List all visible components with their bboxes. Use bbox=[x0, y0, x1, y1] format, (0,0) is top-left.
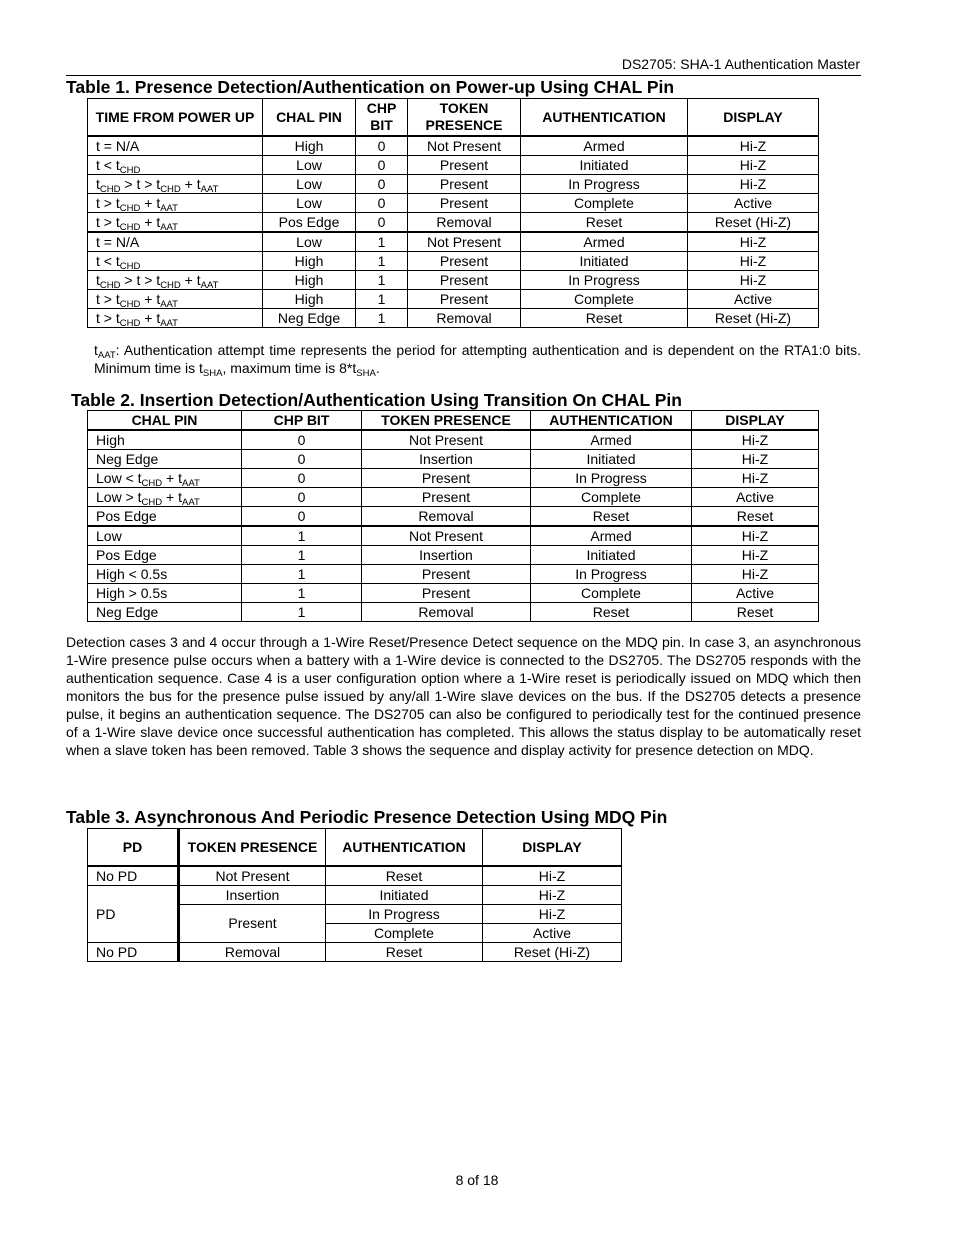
table-row bbox=[88, 866, 622, 886]
table2-header-row bbox=[88, 411, 819, 431]
table-row bbox=[88, 488, 819, 507]
table-row bbox=[88, 156, 819, 175]
table2-cell-token-presence: Not Present bbox=[362, 526, 531, 546]
table3-cell: No PD bbox=[88, 943, 179, 962]
table2-cell-authentication: In Progress bbox=[531, 469, 692, 488]
table-row bbox=[88, 526, 819, 546]
table2-cell-display: Hi-Z bbox=[692, 565, 819, 584]
table2-cell-token-presence: Removal bbox=[362, 507, 531, 527]
table1-cell-authentication: Initiated bbox=[521, 156, 688, 175]
table1-header-token-presence: TOKEN PRESENCE bbox=[408, 99, 521, 137]
table3-cell: Active bbox=[483, 924, 622, 943]
table1-header-authentication: AUTHENTICATION bbox=[521, 99, 688, 137]
table1-cell-authentication: Armed bbox=[521, 232, 688, 252]
table-row bbox=[88, 290, 819, 309]
table1-cell-chp-bit: 0 bbox=[356, 156, 408, 175]
table2-cell-chal-pin: Low < $t_{CHD} + t_{AAT}$ bbox=[88, 469, 242, 488]
table-row bbox=[88, 309, 819, 328]
table1-cell-time: t = N/A bbox=[88, 136, 263, 156]
table1-title: Table 1. Presence Detection/Authentication on Power-up Using CHAL Pin bbox=[66, 77, 675, 97]
table2-cell-chp-bit: 1 bbox=[242, 584, 362, 603]
table1-cell-token-presence: Present bbox=[408, 252, 521, 271]
table3-cell: Hi-Z bbox=[483, 905, 622, 924]
table2-cell-display: Hi-Z bbox=[692, 450, 819, 469]
table1-cell-token-presence: Removal bbox=[408, 309, 521, 328]
table2-body bbox=[88, 430, 819, 622]
table1-cell-chal-pin: Pos Edge bbox=[263, 213, 356, 233]
table2-cell-token-presence: Present bbox=[362, 584, 531, 603]
table1-cell-chp-bit: 1 bbox=[356, 252, 408, 271]
document-header-title: DS2705: SHA-1 Authentication Master bbox=[621, 56, 860, 72]
table1-cell-time: $t_{CHD} > t > t_{CHD} + t_{AAT}$ bbox=[88, 175, 263, 194]
table-row bbox=[88, 232, 819, 252]
table1-cell-display: Active bbox=[688, 290, 819, 309]
table1-cell-authentication: Reset bbox=[521, 213, 688, 233]
table1-body bbox=[88, 136, 819, 328]
table-row bbox=[88, 136, 819, 156]
table1-cell-time: $t < t_{CHD}$ bbox=[88, 252, 263, 271]
table3-cell: In Progress bbox=[326, 905, 483, 924]
table1-cell-token-presence: Present bbox=[408, 194, 521, 213]
table2-cell-display: Hi-Z bbox=[692, 546, 819, 565]
detection-paragraph: Detection cases 3 and 4 occur through a 1-Wire Reset/Presence Detect sequence on the MDQ pin. In case 3, an asynchronous 1-Wire presence pulse occurs when a battery with a 1-Wire device is connected to the DS2705. The DS2705 responds with the authentication sequence. Case 4 is a user configuration option where a 1-Wire reset is periodically issued on MDQ which then monitors the bus for the presence pulse issued by any/all 1-Wire slave devices on the bus. If the DS2705 detects a presence pulse, it begins an authentication sequence. The DS2705 can also be configured to periodically test for the continued presence of a 1-Wire slave device once successful authentication has completed. This allows the status display to be automatically reset when a slave token has been removed. Table 3 shows the sequence and display activity for presence detection on MDQ. bbox=[66, 634, 861, 758]
table1-cell-chal-pin: Neg Edge bbox=[263, 309, 356, 328]
table1-cell-chal-pin: High bbox=[263, 252, 356, 271]
table3-cell: Hi-Z bbox=[483, 886, 622, 905]
table2-header-chal-pin: CHAL PIN bbox=[88, 411, 242, 431]
table1-cell-chal-pin: Low bbox=[263, 194, 356, 213]
table1 bbox=[87, 98, 819, 328]
table1-cell-time: $t > t_{CHD} + t_{AAT}$ bbox=[88, 290, 263, 309]
table1-cell-display: Hi-Z bbox=[688, 136, 819, 156]
table1-cell-chp-bit: 0 bbox=[356, 194, 408, 213]
table2-cell-chal-pin: High bbox=[88, 430, 242, 450]
table1-cell-chal-pin: High bbox=[263, 290, 356, 309]
table3-cell: No PD bbox=[88, 866, 179, 886]
table1-cell-token-presence: Present bbox=[408, 175, 521, 194]
table1-cell-chal-pin: Low bbox=[263, 232, 356, 252]
table3-cell: Insertion bbox=[179, 886, 326, 905]
table1-cell-display: Hi-Z bbox=[688, 232, 819, 252]
table2-cell-authentication: Initiated bbox=[531, 546, 692, 565]
table1-cell-chal-pin: Low bbox=[263, 175, 356, 194]
table1-cell-display: Active bbox=[688, 194, 819, 213]
table3-pd-cell: PD bbox=[88, 886, 179, 943]
table2-cell-authentication: Armed bbox=[531, 526, 692, 546]
table-row bbox=[88, 943, 622, 962]
table3-header-pd: PD bbox=[88, 829, 179, 867]
table2-cell-chp-bit: 0 bbox=[242, 450, 362, 469]
table2-cell-chal-pin: Low > $t_{CHD} + t_{AAT}$ bbox=[88, 488, 242, 507]
table2-cell-chp-bit: 1 bbox=[242, 603, 362, 622]
table1-cell-time: $t > t_{CHD} + t_{AAT}$ bbox=[88, 309, 263, 328]
table2-header-chp-bit: CHP BIT bbox=[242, 411, 362, 431]
table2-title: Table 2. Insertion Detection/Authentication Using Transition On CHAL Pin bbox=[71, 390, 682, 410]
table2-header-authentication: AUTHENTICATION bbox=[531, 411, 692, 431]
table1-header-time: TIME FROM POWER UP bbox=[88, 99, 263, 137]
table3-cell: Complete bbox=[326, 924, 483, 943]
table3-cell: Not Present bbox=[179, 866, 326, 886]
table2-cell-chal-pin: High < 0.5s bbox=[88, 565, 242, 584]
table3 bbox=[87, 828, 622, 962]
table3-present-cell: Present bbox=[179, 905, 326, 943]
table1-cell-chal-pin: High bbox=[263, 271, 356, 290]
table1-cell-token-presence: Present bbox=[408, 156, 521, 175]
table1-header-display: DISPLAY bbox=[688, 99, 819, 137]
table1-cell-time: $t > t_{CHD} + t_{AAT}$ bbox=[88, 213, 263, 233]
table2-cell-chal-pin: Pos Edge bbox=[88, 507, 242, 527]
table2-cell-chp-bit: 1 bbox=[242, 565, 362, 584]
table2-cell-authentication: In Progress bbox=[531, 565, 692, 584]
table2-cell-authentication: Armed bbox=[531, 430, 692, 450]
table-row bbox=[88, 271, 819, 290]
table1-cell-chp-bit: 1 bbox=[356, 309, 408, 328]
table2-header-display: DISPLAY bbox=[692, 411, 819, 431]
table1-cell-display: Hi-Z bbox=[688, 252, 819, 271]
table2-cell-authentication: Reset bbox=[531, 603, 692, 622]
table2-cell-display: Hi-Z bbox=[692, 469, 819, 488]
table2-cell-chp-bit: 0 bbox=[242, 488, 362, 507]
table2-cell-chal-pin: Neg Edge bbox=[88, 450, 242, 469]
table2-cell-token-presence: Present bbox=[362, 469, 531, 488]
table2-cell-chal-pin: Pos Edge bbox=[88, 546, 242, 565]
table1-cell-display: Reset (Hi-Z) bbox=[688, 213, 819, 233]
table3-header-row bbox=[88, 829, 622, 867]
table3-cell: Removal bbox=[179, 943, 326, 962]
table2-cell-display: Active bbox=[692, 584, 819, 603]
table1-cell-display: Hi-Z bbox=[688, 175, 819, 194]
table2-cell-authentication: Complete bbox=[531, 488, 692, 507]
table2-cell-chp-bit: 1 bbox=[242, 546, 362, 565]
table1-cell-token-presence: Present bbox=[408, 271, 521, 290]
table1-cell-chp-bit: 0 bbox=[356, 136, 408, 156]
table2-header-token-presence: TOKEN PRESENCE bbox=[362, 411, 531, 431]
table2-cell-chp-bit: 1 bbox=[242, 526, 362, 546]
table1-cell-chp-bit: 0 bbox=[356, 175, 408, 194]
table1-header-row bbox=[88, 99, 819, 137]
table1-cell-chp-bit: 1 bbox=[356, 290, 408, 309]
table1-cell-token-presence: Removal bbox=[408, 213, 521, 233]
table-row bbox=[88, 565, 819, 584]
table1-cell-authentication: Initiated bbox=[521, 252, 688, 271]
table2-cell-display: Active bbox=[692, 488, 819, 507]
table1-header-chal-pin: CHAL PIN bbox=[263, 99, 356, 137]
table1-cell-time: t = N/A bbox=[88, 232, 263, 252]
table1-cell-authentication: Reset bbox=[521, 309, 688, 328]
table1-cell-display: Reset (Hi-Z) bbox=[688, 309, 819, 328]
table-row bbox=[88, 213, 819, 233]
table2-cell-authentication: Complete bbox=[531, 584, 692, 603]
table1-cell-chal-pin: High bbox=[263, 136, 356, 156]
table2-cell-display: Reset bbox=[692, 507, 819, 527]
table2-cell-token-presence: Present bbox=[362, 565, 531, 584]
table2-cell-chal-pin: High > 0.5s bbox=[88, 584, 242, 603]
table-row bbox=[88, 252, 819, 271]
table-row bbox=[88, 450, 819, 469]
table2-cell-authentication: Reset bbox=[531, 507, 692, 527]
table-row bbox=[88, 430, 819, 450]
table-row bbox=[88, 584, 819, 603]
table2-cell-token-presence: Not Present bbox=[362, 430, 531, 450]
table1-cell-display: Hi-Z bbox=[688, 156, 819, 175]
table-row bbox=[88, 469, 819, 488]
table2-cell-chp-bit: 0 bbox=[242, 430, 362, 450]
table-row bbox=[88, 194, 819, 213]
table1-cell-token-presence: Present bbox=[408, 290, 521, 309]
table2-cell-display: Hi-Z bbox=[692, 526, 819, 546]
table-row bbox=[88, 603, 819, 622]
table2-cell-token-presence: Removal bbox=[362, 603, 531, 622]
table1-cell-authentication: Armed bbox=[521, 136, 688, 156]
table2-cell-display: Hi-Z bbox=[692, 430, 819, 450]
table2-cell-token-presence: Insertion bbox=[362, 450, 531, 469]
table2-cell-chp-bit: 0 bbox=[242, 469, 362, 488]
page-number: 8 of 18 bbox=[455, 1172, 499, 1188]
table1-cell-authentication: Complete bbox=[521, 194, 688, 213]
table-row bbox=[88, 507, 819, 527]
table2-cell-token-presence: Present bbox=[362, 488, 531, 507]
table3-cell: Hi-Z bbox=[483, 866, 622, 886]
table3-header-token-presence: TOKEN PRESENCE bbox=[179, 829, 326, 867]
header-rule bbox=[66, 75, 861, 76]
table2-cell-display: Reset bbox=[692, 603, 819, 622]
table-row bbox=[88, 546, 819, 565]
table1-cell-authentication: Complete bbox=[521, 290, 688, 309]
table1-cell-chp-bit: 1 bbox=[356, 271, 408, 290]
table2-cell-token-presence: Insertion bbox=[362, 546, 531, 565]
table2-cell-chal-pin: Low bbox=[88, 526, 242, 546]
table1-cell-authentication: In Progress bbox=[521, 271, 688, 290]
table3-cell: Reset (Hi-Z) bbox=[483, 943, 622, 962]
table2-cell-authentication: Initiated bbox=[531, 450, 692, 469]
table1-cell-chal-pin: Low bbox=[263, 156, 356, 175]
table2-cell-chal-pin: Neg Edge bbox=[88, 603, 242, 622]
table3-title: Table 3. Asynchronous And Periodic Presence Detection Using MDQ Pin bbox=[66, 807, 668, 827]
table3-header-authentication: AUTHENTICATION bbox=[326, 829, 483, 867]
table-row bbox=[88, 175, 819, 194]
table1-cell-chp-bit: 0 bbox=[356, 213, 408, 233]
table1-note: $t_{AAT}$: Authentication attempt time represents the period for attempting authentication and is dependent on the RTA1:0 bits. Minimum time is $t_{SHA}$, maximum time is $8*t_{SHA}$. bbox=[94, 342, 861, 379]
table1-cell-time: $t > t_{CHD} + t_{AAT}$ bbox=[88, 194, 263, 213]
table1-cell-token-presence: Not Present bbox=[408, 136, 521, 156]
table3-header-display: DISPLAY bbox=[483, 829, 622, 867]
table2 bbox=[87, 410, 819, 622]
table1-cell-chp-bit: 1 bbox=[356, 232, 408, 252]
table1-cell-time: $t_{CHD} > t > t_{CHD} + t_{AAT}$ bbox=[88, 271, 263, 290]
table2-cell-chp-bit: 0 bbox=[242, 507, 362, 527]
table3-cell: Reset bbox=[326, 943, 483, 962]
table3-cell: Initiated bbox=[326, 886, 483, 905]
table1-cell-token-presence: Not Present bbox=[408, 232, 521, 252]
table1-cell-authentication: In Progress bbox=[521, 175, 688, 194]
table-row bbox=[88, 886, 622, 905]
table3-cell: Reset bbox=[326, 866, 483, 886]
table1-cell-display: Hi-Z bbox=[688, 271, 819, 290]
table1-header-chp-bit: CHP BIT bbox=[356, 99, 408, 137]
table1-cell-time: $t < t_{CHD}$ bbox=[88, 156, 263, 175]
